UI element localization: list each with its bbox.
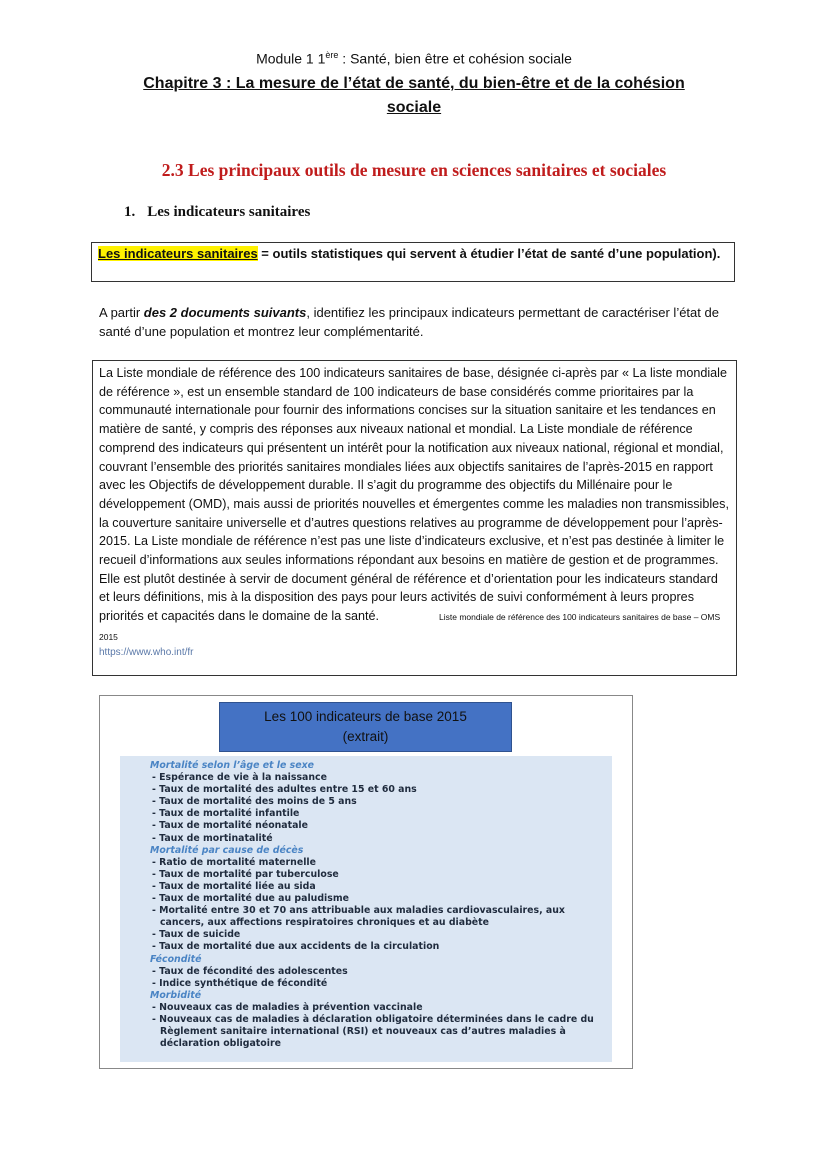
chapter-title-line1: Chapitre 3 : La mesure de l’état de santé, du bien-être et de la cohésion xyxy=(143,75,685,92)
section-title: 2.3 Les principaux outils de mesure en sciences sanitaires et sociales xyxy=(161,160,667,180)
indicator-item: - Taux de mortalité infantile xyxy=(152,808,300,820)
document1-box xyxy=(92,360,737,676)
indicator-category-heading: Morbidité xyxy=(150,989,202,1001)
subsection-heading xyxy=(124,204,310,221)
indicator-item: - Taux de mortalité due au paludisme xyxy=(152,893,349,905)
instruction-suffix: , identifiez les principaux indicateurs permettant de caractériser l’état de santé d’une population et montrez leur complémentarité. xyxy=(99,305,719,339)
definition-text: = outils statistiques qui servent à étudier l’état de santé d’une population). xyxy=(257,246,721,261)
indicator-item: - Taux de fécondité des adolescentes xyxy=(152,965,348,977)
module-superscript: ère xyxy=(325,50,339,60)
indicator-item: - Taux de mortalité néonatale xyxy=(152,820,309,832)
definition-term: Les indicateurs sanitaires xyxy=(98,246,258,261)
indicator-item: - Taux de mortalité due aux accidents de la circulation xyxy=(152,941,440,953)
indicator-item: - Taux de mortalité des moins de 5 ans xyxy=(152,796,357,808)
document1-source: Liste mondiale de référence des 100 indicateurs sanitaires de base – OMS 2015 xyxy=(99,612,721,642)
indicator-item: - Taux de mortalité des adultes entre 15 et 60 ans xyxy=(152,784,417,796)
subsection-title: Les indicateurs sanitaires xyxy=(147,204,311,220)
chapter-title xyxy=(0,72,828,120)
indicator-item: - Taux de mortinatalité xyxy=(152,832,273,844)
module-prefix: Module 1 1 xyxy=(256,50,326,67)
indicator-category-heading: Fécondité xyxy=(150,953,202,965)
indicator-item: - Taux de suicide xyxy=(152,929,241,941)
instruction-paragraph xyxy=(99,303,739,341)
indicator-item: - Mortalité entre 30 et 70 ans attribuable aux maladies cardiovasculaires, aux cancers, aux affections respiratoires chroniques et au diabète xyxy=(152,905,565,929)
subsection-number: 1. xyxy=(124,204,136,220)
document1-text: La Liste mondiale de référence des 100 indicateurs sanitaires de base, désignée ci-après par « La liste mondiale de référence », est un ensemble standard de 100 indicateurs de base considérés comme prioritaires par la communauté internationale pour fournir des informations concises sur la situation sanitaire et les tendances en matière de santé, y compris des réponses aux niveaux national et mondial. La Liste mondiale de référence comprend des indicateurs qui présentent un intérêt pour la notification aux niveaux national, régional et mondial, couvrant l’ensemble des priorités sanitaires mondiales liées aux objectifs sanitaires de l’après-2015 en rapport avec les Objectifs de développement durable. Il s’agit du programme des objectifs du Millénaire pour le développement (OMD), mais aussi de priorités nouvelles et émergentes comme les maladies non transmissibles, la couverture sanitaire universelle et d’autres questions relatives au programme de développement pour l’après-2015. La Liste mondiale de référence n’est pas une liste d’indicateurs exclusive, et n’est pas destinée à limiter le recueil d’informations aux seules informations répondant aux besoins en matière de gestion et de programmes. Elle est plutôt destinée à servir de document général de référence et d’orientation pour les indicateurs standard et leurs définitions, mis à la disposition des pays pour leurs activités de suivi conformément à leurs propres priorités et capacités dans le domaine de la santé. xyxy=(99,366,729,624)
indicator-item: - Nouveaux cas de maladies à prévention vaccinale xyxy=(152,1001,423,1013)
indicator-category-heading: Mortalité par cause de décès xyxy=(150,844,304,856)
instruction-prefix: A partir xyxy=(99,305,144,320)
document2-title-line2: (extrait) xyxy=(342,729,389,744)
module-suffix: : Santé, bien être et cohésion sociale xyxy=(338,50,572,67)
indicator-item: - Taux de mortalité liée au sida xyxy=(152,880,316,892)
indicator-item: - Nouveaux cas de maladies à déclaration obligatoire déterminées dans le cadre du Règlement sanitaire international (RSI) et nouveaux cas d’autres maladies à déclaration obligatoire xyxy=(152,1013,594,1050)
indicator-category-heading: Mortalité selon l’âge et le sexe xyxy=(150,760,314,771)
module-heading xyxy=(0,50,828,67)
instruction-emphasis: des 2 documents suivants xyxy=(143,305,307,320)
chapter-title-line2: sociale xyxy=(386,99,442,116)
indicator-item: - Espérance de vie à la naissance xyxy=(152,772,327,784)
indicator-item: - Ratio de mortalité maternelle xyxy=(152,856,316,868)
definition-box xyxy=(91,242,735,282)
document1-url[interactable]: https://www.who.int/fr xyxy=(99,646,194,658)
indicator-item: - Taux de mortalité par tuberculose xyxy=(152,868,339,880)
document2-title xyxy=(219,702,512,752)
document2-title-line1: Les 100 indicateurs de base 2015 xyxy=(264,709,467,724)
indicator-list xyxy=(120,756,612,1062)
document2-figure xyxy=(99,695,633,1069)
indicator-item: - Indice synthétique de fécondité xyxy=(152,977,328,989)
